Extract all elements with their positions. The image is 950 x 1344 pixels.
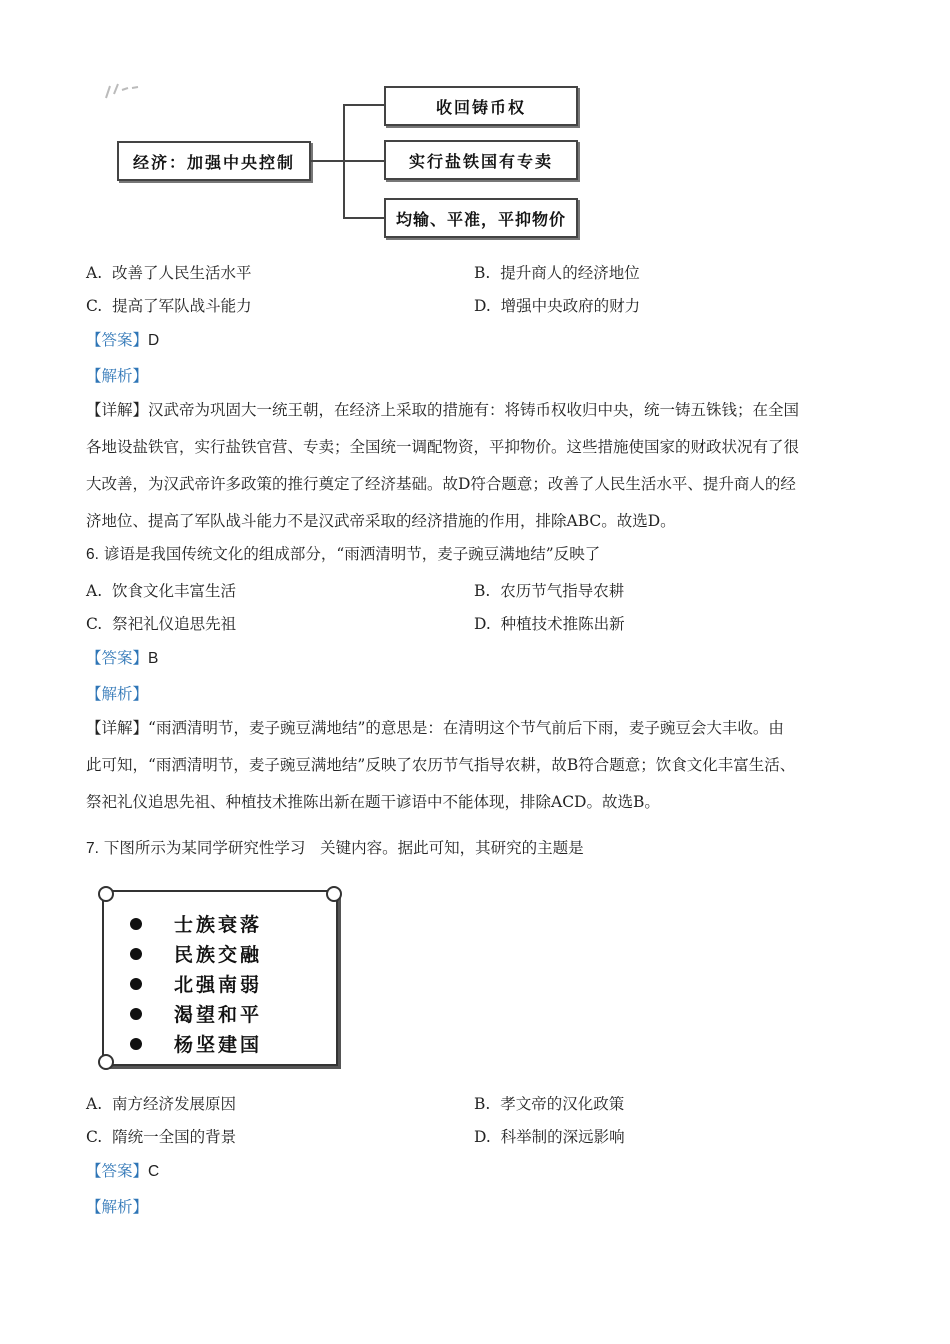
bullet-icon <box>130 948 142 960</box>
scan-artifact <box>102 80 142 100</box>
question-number: 7. <box>86 840 99 857</box>
q5-analysis-tag: 【解析】 <box>86 367 149 385</box>
q7-stem: 7. 下图所示为某同学研究性学习 关键内容。据此可知，其研究的主题是 <box>86 839 584 857</box>
diagram-root-box <box>117 141 311 181</box>
diagram-branch-box <box>384 198 578 238</box>
q6-option-b: B. 农历节气指导农耕 <box>474 582 625 600</box>
q5-option-c: C. 提高了军队战斗能力 <box>86 297 252 315</box>
bullet-icon <box>130 1008 142 1020</box>
scroll-roll <box>98 1054 114 1070</box>
diagram-branch-label: 均输、平准，平抑物价 <box>395 209 566 229</box>
q5-detail-line: 大改善，为汉武帝许多政策的推行奠定了经济基础。故D符合题意；改善了人民生活水平、提升商人的经 <box>86 475 796 493</box>
answer-value: C <box>148 1163 160 1180</box>
answer-value: B <box>148 650 159 667</box>
diagram-branch-label: 实行盐铁国有专卖 <box>408 151 553 171</box>
scroll-item: 士族衰落 <box>130 910 262 937</box>
q6-stem: 6. 谚语是我国传统文化的组成部分，“雨洒清明节，麦子豌豆满地结”反映了 <box>86 545 601 563</box>
diagram-connector-b3 <box>343 217 385 219</box>
diagram-connector-h <box>310 160 344 162</box>
q6-detail-line: 此可知，“雨洒清明节，麦子豌豆满地结”反映了农历节气指导农耕，故B符合题意；饮食文化丰富生活、 <box>86 756 796 774</box>
diagram-connector-b2 <box>343 160 385 162</box>
diagram-branch-label: 收回铸币权 <box>435 97 526 117</box>
diagram-root-label: 经济：加强中央控制 <box>132 152 295 172</box>
scroll-item: 民族交融 <box>130 940 262 967</box>
answer-tag: 【答案】 <box>86 649 149 667</box>
q5-detail-line: 各地设盐铁官，实行盐铁官营、专卖；全国统一调配物资，平抑物价。这些措施使国家的财政状况有了很 <box>86 438 800 456</box>
bullet-icon <box>130 918 142 930</box>
answer-value: D <box>148 332 160 349</box>
scroll-figure <box>102 890 338 1066</box>
q7-option-b: B. 孝文帝的汉化政策 <box>474 1095 625 1113</box>
detail-tag: 【详解】 <box>86 719 149 737</box>
q6-option-d: D. 种植技术推陈出新 <box>474 615 625 633</box>
question-number: 6. <box>86 546 99 563</box>
bullet-icon <box>130 978 142 990</box>
answer-tag: 【答案】 <box>86 331 149 349</box>
detail-tag: 【详解】 <box>86 401 149 419</box>
diagram-connector-b1 <box>343 104 385 106</box>
scroll-roll <box>98 886 114 902</box>
q5-option-b: B. 提升商人的经济地位 <box>474 264 640 282</box>
diagram-branch-box <box>384 140 578 180</box>
q6-option-a: A. 饮食文化丰富生活 <box>86 582 236 600</box>
q6-option-c: C. 祭祀礼仪追思先祖 <box>86 615 237 633</box>
q5-detail-line: 【详解】汉武帝为巩固大一统王朝，在经济上采取的措施有：将铸币权收归中央，统一铸五铢钱；在全国 <box>86 401 800 419</box>
scroll-roll <box>326 886 342 902</box>
q6-detail-line: 祭祀礼仪追思先祖、种植技术推陈出新在题干谚语中不能体现，排除ACD。故选B。 <box>86 793 660 811</box>
q5-option-a: A. 改善了人民生活水平 <box>86 264 252 282</box>
q6-answer <box>86 648 158 669</box>
q7-option-d: D. 科举制的深远影响 <box>474 1128 625 1146</box>
q6-analysis-tag: 【解析】 <box>86 685 149 703</box>
q7-answer <box>86 1161 159 1182</box>
q5-answer <box>86 330 159 351</box>
scroll-item: 杨坚建国 <box>130 1030 262 1057</box>
diagram-branch-box <box>384 86 578 126</box>
bullet-icon <box>130 1038 142 1050</box>
answer-tag: 【答案】 <box>86 1162 149 1180</box>
q7-option-a: A. 南方经济发展原因 <box>86 1095 236 1113</box>
scroll-item: 北强南弱 <box>130 970 262 997</box>
q7-option-c: C. 隋统一全国的背景 <box>86 1128 237 1146</box>
q5-option-d: D. 增强中央政府的财力 <box>474 297 641 315</box>
q5-detail-line: 济地位、提高了军队战斗能力不是汉武帝采取的经济措施的作用，排除ABC。故选D。 <box>86 512 676 530</box>
q7-analysis-tag: 【解析】 <box>86 1198 149 1216</box>
q6-detail-line: 【详解】“雨洒清明节，麦子豌豆满地结”的意思是：在清明这个节气前后下雨，麦子豌豆会大丰收。由 <box>86 719 784 737</box>
scroll-item: 渴望和平 <box>130 1000 262 1027</box>
